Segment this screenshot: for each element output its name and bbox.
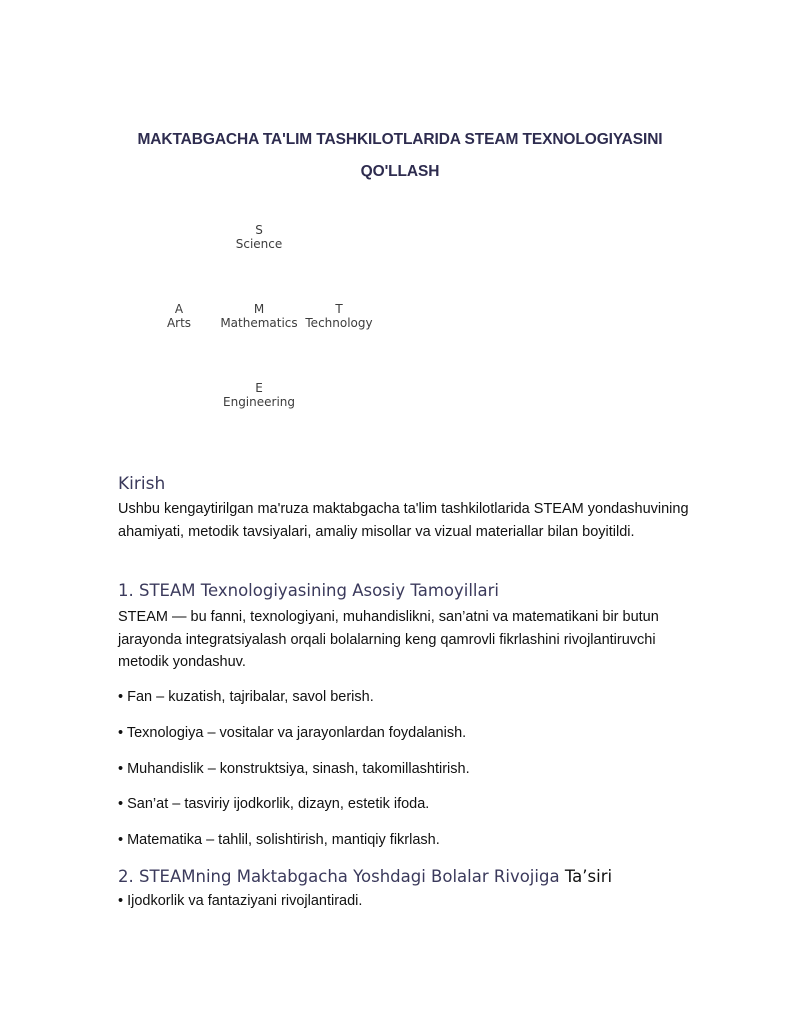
section-1-heading: 1. STEAM Texnologiyasining Asosiy Tamoyillari xyxy=(118,581,499,600)
diagram-node-label: Mathematics xyxy=(220,315,298,330)
diagram-node-letter: S xyxy=(255,223,263,237)
diagram-node-letter: E xyxy=(255,381,263,395)
diagram-node-label: Technology xyxy=(305,315,373,330)
diagram-node-label: Engineering xyxy=(223,394,295,409)
section-2-bullet: • Ijodkorlik va fantaziyani rivojlantiradi. xyxy=(118,893,363,909)
section-2-heading-main: 2. STEAMning Maktabgacha Yoshdagi Bolalar Rivojiga xyxy=(118,867,560,886)
page-title-line-1: MAKTABGACHA TA'LIM TASHKILOTLARIDA STEAM TEXNOLOGIYASINI xyxy=(137,131,663,148)
diagram-node-arts xyxy=(129,303,229,330)
section-1-paragraph: STEAM — bu fanni, texnologiyani, muhandislikni, san’atni va matematikani bir butun jarayonda integratsiyalash orqali bolalarning keng qamrovli fikrlashini rivojlantiruvchi metodik yondashuv. xyxy=(118,609,659,670)
section-1-bullet: • San’at – tasviriy ijodkorlik, dizayn, estetik ifoda. xyxy=(118,796,430,812)
diagram-node-letter: T xyxy=(335,302,343,316)
diagram-node-label: Arts xyxy=(166,315,192,330)
section-1-bullet: • Muhandislik – konstruktsiya, sinash, takomillashtirish. xyxy=(118,761,470,777)
section-2-heading-tail: Ta’siri xyxy=(564,867,613,886)
diagram-node-science xyxy=(209,224,309,251)
intro-heading: Kirish xyxy=(118,474,166,494)
diagram-node-letter: M xyxy=(253,302,265,316)
section-1-bullet: • Matematika – tahlil, solishtirish, mantiqiy fikrlash. xyxy=(118,832,440,848)
diagram-node-label: Science xyxy=(235,236,283,251)
diagram-node-mathematics xyxy=(209,303,309,330)
section-1-bullet: • Fan – kuzatish, tajribalar, savol berish. xyxy=(118,689,374,705)
diagram-node-engineering xyxy=(209,382,309,409)
page-title xyxy=(110,124,690,188)
section-2-heading xyxy=(118,867,612,886)
diagram-node-letter: A xyxy=(174,302,184,316)
intro-paragraph: Ushbu kengaytirilgan ma'ruza maktabgacha ta'lim tashkilotlarida STEAM yondashuvining ahamiyati, metodik tavsiyalari, amaliy misollar va vizual materiallar bilan boyitildi. xyxy=(118,501,689,540)
section-1-bullet: • Texnologiya – vositalar va jarayonlardan foydalanish. xyxy=(118,725,467,741)
page-title-line-2: QO'LLASH xyxy=(360,163,440,180)
diagram-node-technology xyxy=(289,303,389,330)
